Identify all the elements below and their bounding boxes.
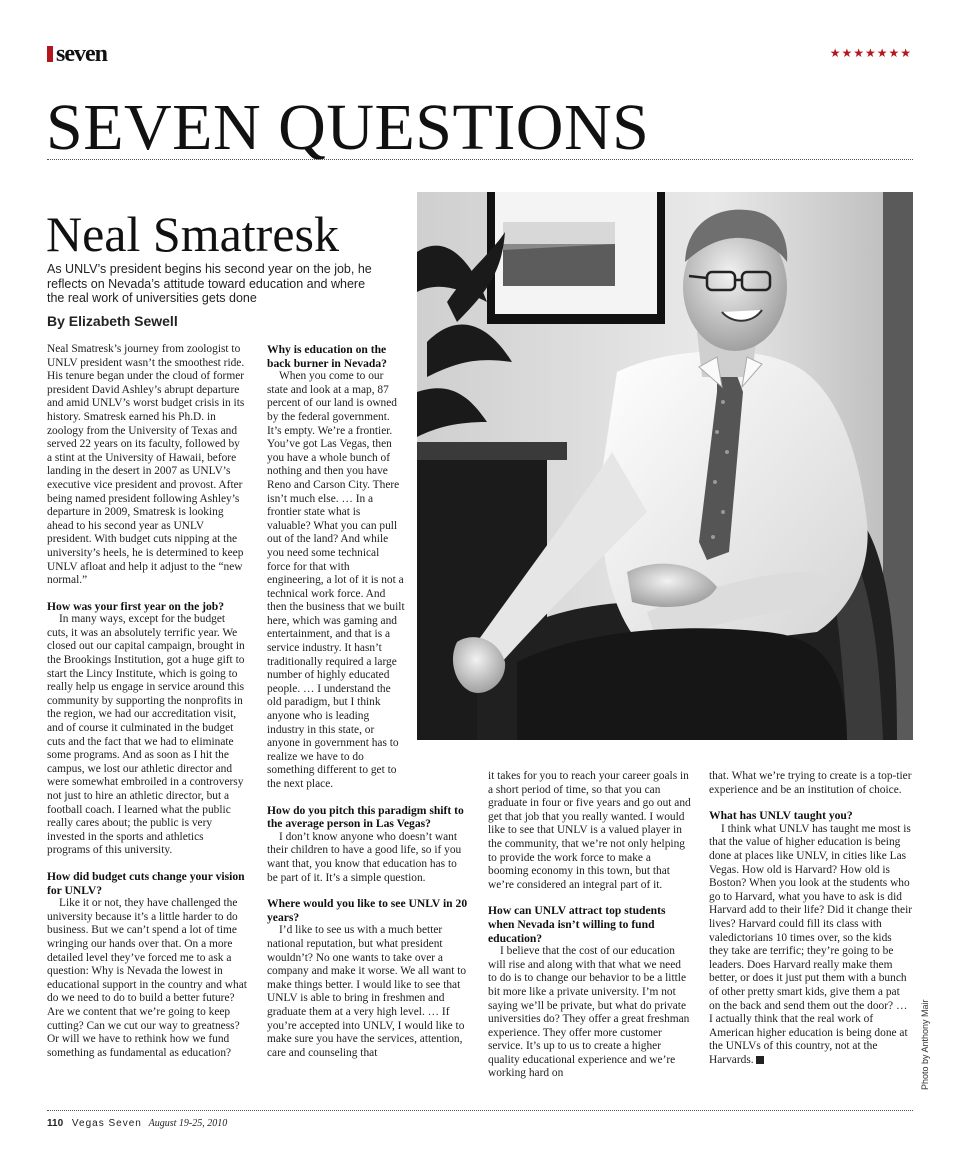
answer-1: In many ways, except for the budget cuts, it was an absolutely terrific year. We closed out our capital campaign, brought in the Brookings Institution, got a huge gift to start the Lincy Institute, which is going to really help us engage in service around this community by supporting the nonprofits in the region, we had our accreditation visit, and of course it culminated in the budget cuts and the fact that we had to eliminate some programs. And as soon as I hit the campus, we lost our athletic director and were somewhat embroiled in a controversy not just to hire an athletic director, but a football coach. I learned what the public really cares about; the public is very invested in the sports and athletics programs of this university. <box>47 613 245 857</box>
article-column-3 <box>488 770 691 1081</box>
question-3: Why is education on the back burner in Nevada? <box>267 343 387 370</box>
brand-logo <box>47 42 107 66</box>
end-mark-icon: 7 <box>756 1056 764 1064</box>
answer-5-part-1: I’d like to see us with a much better national reputation, but what president wouldn’t? No one wants to take over a company and make it worse. We all want to make things better. I would like to see that UNLV is able to bring in freshmen and graduate them at a very high level. … If you’re accepted into UNLV, I would like to make sure you have the services, attention, care and counseling that <box>267 924 467 1059</box>
answer-5-part-2: it takes for you to reach your career goals in a short period of time, so that you can graduate in four or five years and go out and get that job that you really wanted. I would like to see that UNLV is a valued player in the community, that we’re not only helping to provide the work force to make a booming economy in this town, but that we’re considered an integral part of it. <box>488 770 691 891</box>
article-column-4 <box>709 770 913 1067</box>
answer-6-part-2: that. What we’re trying to create is a top-tier experience and be an institution of choice. <box>709 770 912 796</box>
answer-3: When you come to our state and look at a map, 87 percent of our land is owned by the federal government. It’s empty. We’re a frontier. You’ve got Las Vegas, then you have a whole bunch of nothing and then you have Reno and Carson City. There isn’t much else. … In a frontier state what is valuable? What you can pull out of the land? And while you need some technical force for that with engineering, a lot of it is not a technical work force. And then the business that we built here, which was gaming and entertainment, and that is a service industry. It hasn’t traditionally required a large number of highly educated people. … I understand the old paradigm, but I think anyone who is leading industry in this state, or anyone in government has to realize we have to do something different to get to the next place. <box>267 370 405 790</box>
question-4: How do you pitch this paradigm shift to the average person in Las Vegas? <box>267 803 464 831</box>
magazine-name: Vegas Seven <box>71 1118 142 1129</box>
portrait-photo <box>417 192 913 740</box>
subject-name: Neal Smatresk <box>46 206 339 262</box>
article-column-1 <box>47 343 247 1060</box>
brand-wordmark: seven <box>56 41 107 67</box>
question-1: How was your first year on the job? <box>47 599 225 613</box>
answer-4: I don’t know anyone who doesn’t want their children to have a good life, so if you want that, you know that education has to be part of it. It’s a simple question. <box>267 830 462 884</box>
portrait-illustration <box>417 192 913 740</box>
article-deck: As UNLV’s president begins his second year on the job, he reflects on Nevada’s attitude toward education and where the real work of universities gets done <box>47 262 372 305</box>
question-2: How did budget cuts change your vision for UNLV? <box>47 869 245 897</box>
footer-rule <box>47 1110 913 1111</box>
headline-rule <box>47 159 913 160</box>
intro-paragraph: Neal Smatresk’s journey from zoologist to UNLV president wasn’t the smoothest ride. His tenure began under the cloud of former president David Ashley’s abrupt departure and amid UNLV’s worst budget crisis in its history. Smatresk earned his Ph.D. in zoology from the University of Texas and served 22 years on its faculty, followed by a stint at the University of Hawaii, before landing in the desert in 2007 as UNLV’s executive vice president and provost. After being named president following Ashley’s departure in 2009, Smatresk is looking ahead to his second year as UNLV president. With budget cuts nipping at the university’s heels, he is determined to keep UNLV afloat and help it adjust to the “new normal.” <box>47 343 245 587</box>
page-footer <box>47 1118 227 1129</box>
answer-7-text: I think what UNLV has taught me most is that the value of higher education is being done at places like UNLV, in cities like Las Vegas. How old is Harvard? How old is Boston? When you look at the students who go to Harvard, what you have to ask is did Harvard add to their life? Did it change their lives? Harvard could fill its class with valedictorians 10 times over, so the kids they take are terrific; they’re going to be leaders. Does Harvard really make them better, or does it just put them with a bunch of other pretty smart kids, give them a pat on the back and send them out the door? … I actually think that the real work of American higher education is being done at the UNLVs of this country, not at the Harvards. <box>709 822 913 1066</box>
question-5: Where would you like to see UNLV in 20 years? <box>267 897 468 924</box>
answer-2: Like it or not, they have challenged the university because it’s a little harder to do business. But we can’t spend a lot of time wringing our hands over that. On a more detailed level they’ve forced me to ask a question: Why is Nevada the lowest in educational support in the country and what do we need to do to build a better future? Are we content that we’re going to keep cutting? Can we cut our way to greatness? Or will we have to rethink how we fund something as fundamental as education? <box>47 897 247 1059</box>
answer-6-part-1: I believe that the cost of our education will rise and along with that what we need to do is to change our behavior to be a little bit more like a private university. I’m not saying we’ll be private, but what do private universities do? They offer a great freshman experience. They offer more customer service. It’s up to us to create a higher quality educational experience and we’re working hard on <box>488 945 690 1080</box>
photo-credit <box>920 1000 934 1090</box>
page-number: 110 <box>47 1118 64 1129</box>
question-6: How can UNLV attract top students when Nevada isn’t willing to fund education? <box>488 904 666 945</box>
stars-ornament: ★★★★★★★ <box>829 46 912 60</box>
byline: By Elizabeth Sewell <box>47 313 178 329</box>
question-7: What has UNLV taught you? <box>709 809 853 823</box>
photo-credit-text: Photo by Anthony Mair <box>920 999 930 1090</box>
answer-7 <box>709 823 913 1068</box>
page-headline: SEVEN QUESTIONS <box>46 91 650 164</box>
brand-bar-icon <box>47 46 53 62</box>
issue-date: August 19-25, 2010 <box>148 1118 228 1129</box>
